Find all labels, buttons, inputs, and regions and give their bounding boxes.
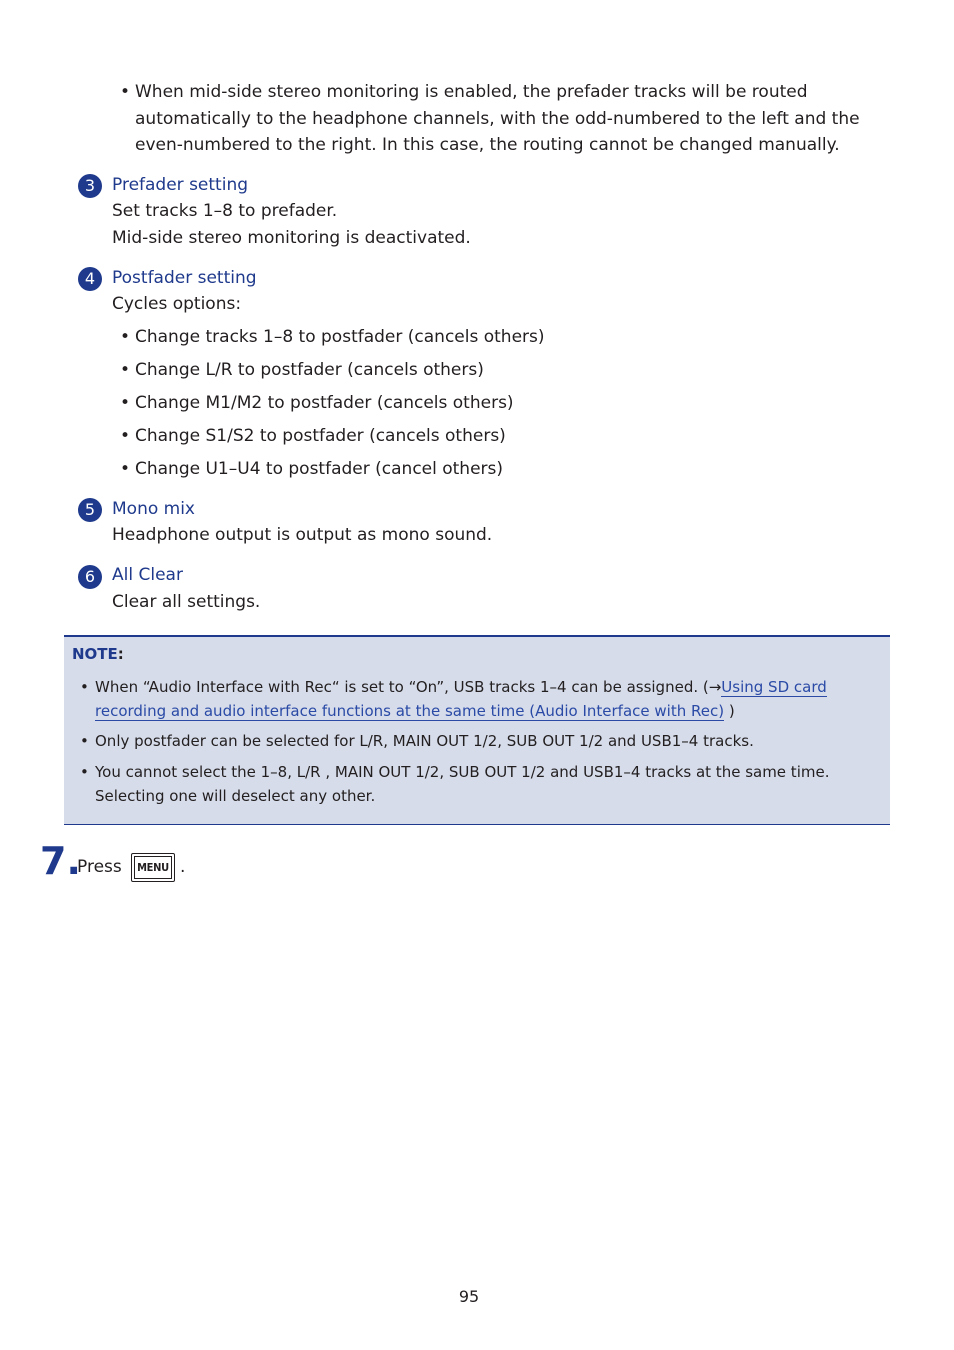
option-text: Change tracks 1–8 to postfader (cancels others) xyxy=(135,327,545,347)
page-number: 95 xyxy=(458,1287,480,1306)
option-text: Change U1–U4 to postfader (cancel others) xyxy=(135,459,504,479)
note-text: Selecting one will deselect any other. xyxy=(95,787,376,805)
section-number-4: 4 xyxy=(78,267,102,291)
bullet-marker: • xyxy=(80,678,89,696)
note-text: When “Audio Interface with Rec“ is set to “On”, USB tracks 1–4 can be assigned. (→ xyxy=(95,678,722,696)
section-title-mono-mix: Mono mix xyxy=(112,499,195,519)
bullet-marker: • xyxy=(120,82,131,102)
step-number: 7. xyxy=(40,839,81,883)
bullet-marker: • xyxy=(120,459,131,479)
intro-bullet xyxy=(120,79,910,159)
list-item xyxy=(120,324,545,351)
note-item-text: Only postfader can be selected for L/R, MAIN OUT 1/2, SUB OUT 1/2 and USB1–4 tracks. xyxy=(95,732,754,750)
section-body-line: Set tracks 1–8 to prefader. xyxy=(112,201,338,221)
list-item xyxy=(120,423,506,450)
bullet-marker: • xyxy=(80,763,89,781)
section-number-6: 6 xyxy=(78,565,102,589)
section-body-line: Mid-side stereo monitoring is deactivated. xyxy=(112,228,471,248)
section-number-5: 5 xyxy=(78,498,102,522)
cross-reference-link[interactable]: Using SD card xyxy=(721,678,827,696)
section-title-postfader: Postfader setting xyxy=(112,268,257,288)
option-text: Change L/R to postfader (cancels others) xyxy=(135,360,484,380)
section-title-prefader: Prefader setting xyxy=(112,175,249,195)
menu-key-icon xyxy=(131,853,175,882)
note-item xyxy=(80,675,870,723)
cross-reference-link[interactable]: recording and audio interface functions at the same time (Audio Interface with Rec) xyxy=(95,702,725,720)
bullet-marker: • xyxy=(120,360,131,380)
note-text: ) xyxy=(724,702,735,720)
step-text: Press xyxy=(77,857,122,877)
list-item xyxy=(120,357,484,384)
bullet-marker: • xyxy=(120,426,131,446)
note-label-colon: : xyxy=(117,645,124,663)
menu-key-label: MENU xyxy=(134,856,172,879)
note-item-text xyxy=(95,760,829,808)
intro-bullet-text: When mid-side stereo monitoring is enabled, the prefader tracks will be routed automatically to the headphone channels, with the odd-numbered to the left and the even-numbered to the right. In this case, the routing cannot be changed manually. xyxy=(135,82,860,155)
bullet-marker: • xyxy=(120,393,131,413)
section-body-line: Headphone output is output as mono sound. xyxy=(112,525,493,545)
note-text: You cannot select the 1–8, L/R , MAIN OUT 1/2, SUB OUT 1/2 and USB1–4 tracks at the same time. xyxy=(95,763,830,781)
bullet-marker: • xyxy=(80,732,89,750)
section-title-all-clear: All Clear xyxy=(112,565,183,585)
section-number-3: 3 xyxy=(78,174,102,198)
option-text: Change M1/M2 to postfader (cancels others) xyxy=(135,393,514,413)
note-item xyxy=(80,760,870,808)
note-label-text: NOTE xyxy=(72,645,118,663)
section-body-line: Clear all settings. xyxy=(112,592,261,612)
note-item xyxy=(80,729,870,753)
step-period: . xyxy=(180,857,186,877)
option-text: Change S1/S2 to postfader (cancels others) xyxy=(135,426,506,446)
list-item xyxy=(120,390,514,417)
bullet-marker: • xyxy=(120,327,131,347)
note-item-text xyxy=(95,675,827,723)
section-body-line: Cycles options: xyxy=(112,294,242,314)
note-box xyxy=(64,635,890,825)
list-item xyxy=(120,456,503,483)
note-label xyxy=(72,645,124,663)
